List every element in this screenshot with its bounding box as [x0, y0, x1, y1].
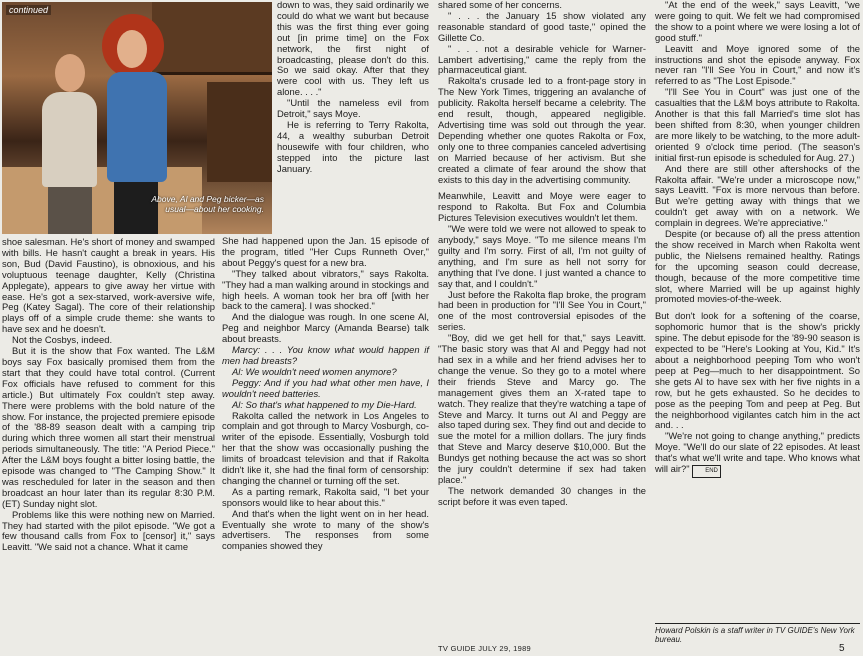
closing-quote-text: "We're not going to change anything," predicts Moye. "We'll do our slate of 22 episodes. At least that's what we'll write and tape. Who knows what will air?" [655, 430, 860, 475]
paragraph: Rakolta's crusade led to a front-page story in The New York Times, triggering an avalanche of publicity. Rakolta herself became a celebrity. The end result, though, appeared negligible. Advertising time was sold out through the year. Depending whether one quotes Rakolta or Fox, only one to three companies canceled advertising on Married because of her activism. But she created a climate of fear around the show that exists to this day in the advertising community. [438, 75, 646, 185]
paragraph: Leavitt and Moye ignored some of the instructions and shot the episode anyway. Fox never ran "I'll See You in Court," and now it's referred to as "The Lost Episode." [655, 42, 860, 87]
man-figure [42, 92, 97, 187]
man-legs-shape [48, 182, 92, 234]
man-head-shape [55, 54, 85, 92]
paragraph: " . . . the January 15 show violated any reasonable standard of good taste," opined the Gillette Co. [438, 9, 646, 43]
dialogue-line: Al: So that's what happened to my Die-Hard. [232, 398, 417, 410]
column-1 [2, 237, 215, 553]
paragraph: As a parting remark, Rakolta said, "I bet your sponsors would like to hear about this." [222, 485, 429, 508]
paragraph: Not the Cosbys, indeed. [12, 334, 113, 346]
paragraph: "I'll See You in Court" was just one of the casualties that the L&M boys attribute to Rakolta. Another is that this fall Married's time slot has been shifted from 8:30, when younger children are more likely to be watching, to the more adult-oriented 9 o'clock time period. (The season's initial first-run episode is scheduled for Aug. 27.) [655, 86, 860, 163]
paragraph: The network demanded 30 changes in the script before it was even taped. [438, 484, 646, 507]
dialogue-line: Peggy: And if you had what other men have, I wouldn't need batteries. [222, 376, 429, 399]
paragraph: Just before the Rakolta flap broke, the program had been in production for "I'll See You in Court," one of the most controversial episodes of the series. [438, 288, 646, 333]
paragraph: "We were told we were not allowed to speak to anybody," says Moye. "To me silence means I'm guilty and I'm sorry. First of all, I'm not guilty of anything, and I'm sure as hell not sorry for anything that I've done. I just wanted a chance to say that, and I couldn't." [438, 223, 646, 289]
paragraph: Despite (or because of) all the press attention the show received in March when Rakolta went public, the Nielsens remained healthy. Ratings for the upcoming season could decrease, though, because of the more competitive time slot, where Married will be up against highly promoted movies-of-the-week. [655, 228, 860, 305]
column-2-top [222, 0, 429, 175]
paragraph: "At the end of the week," says Leavitt, "we were going to quit. We felt we had compromised the show to a point where we were losing a lot of good stuff." [655, 0, 860, 43]
page-number: 5 [839, 643, 845, 654]
paragraph: He is referring to Terry Rakolta, 44, a wealthy suburban Detroit housewife with four children, who stepped into the picture last January. [277, 118, 429, 174]
paragraph: But it is the show that Fox wanted. The L&M boys say Fox basically promised them from the start that they could have total control. (Current Fox officials have refused to comment for this article.) But ultimately Fox couldn't step away. There were problems with the bold nature of the show. For instance, the projected premiere episode of the '88-89 season dealt with a camping trip during which three women all start their menstrual periods simultaneously. The title: "A Period Piece." After the L&M boys fought a bitter losing battle, the episode was changed to "The Camping Show." It was rescheduled for later in the season and then broadcast an hour later than its regular 8:30 P.M. (ET) Sunday night slot. [2, 345, 215, 509]
woman-figure [107, 72, 167, 182]
dialogue-line: Al: We wouldn't need women anymore? [232, 365, 397, 377]
column-2 [222, 236, 429, 552]
paragraph: down to was, they said ordinarily we could do what we want but because this was the first thing ever going out [in prime time] on the Fox network, the first night of broadcasting, please don't do this. So we said okay. After that they were cool with us. They left us alone. . . ." [277, 0, 429, 98]
paragraph: "Boy, did we get hell for that," says Leavitt. "The basic story was that Al and Peggy had not had sex in a while and her friend advises her to change the venue. So they go to a motel where their friends Steve and Marcy go. The management gives them an X-rated tape to watch. They realize that they're watching a tape of Steve and Marcy. It turns out Al and Peggy are also taped during sex. They find out and decide to sue the motel for a million dollars. The jury finds that Steve and Marcy deserve $10,000. But the Bundys get nothing because the act was so short the jury couldn't determine if sex had taken place." [438, 332, 646, 485]
column-2-top-inner [277, 0, 429, 175]
paragraph: Problems like this were nothing new on Married. They had started with the pilot episode. "We got a few thousand calls from Fox to [censor] it," says Leavitt. "We said not a chance. What it came [2, 508, 215, 553]
dialogue-line: Marcy: . . . You know what would happen if men had breasts? [222, 344, 429, 366]
photo-caption: Above, Al and Peg bicker—as usual—about her cooking. [151, 194, 264, 214]
paragraph: And that's when the light went on in her head. Eventually she wrote to many of the show's advertisers. The responses from some companies showed they [222, 507, 429, 552]
paragraph: But don't look for a softening of the coarse, sophomoric humor that is the show's prickly spine. The debut episode for the '89-90 season is expected to be "Here's Looking at You, Kid." It's about a neighborhood peeping Tom who won't peep at Peg—much to her disappointment. So she gets Al to have sex with her five nights in a row, but he gets exhausted. So he decides to pose as the peeping Tom and peep at Peg. But the neighborhood vigilantes catch him in the act and. . . [655, 310, 860, 431]
paragraph: Rakolta called the network in Los Angeles to complain and got through to Marcy Vosburgh, co-writer of the episode. Essentially, Vosburgh told her that the show was occasionally pushing the limits of broadcast television and that if Rakolta didn't like it, she had the final form of censorship: changing the channel or turning off the set. [222, 409, 429, 486]
paragraph: shoe salesman. He's short of money and swamped with bills. He hasn't caught a break in years. His son, Bud (David Faustino), is obnoxious, and his voluptuous teenage daughter, Kelly (Christina Applegate), appears to give away her virtue with ease. He's got a sex-starved, work-aversive wife, Peg (Katey Sagal). The core of their relationship plays off of a simple crude theme: she wants to have sex and he doesn't. [2, 236, 215, 335]
column-4 [655, 0, 860, 478]
paragraph: And there are still other aftershocks of the Rakolta affair. "We're under a microscope now," says Leavitt. "Fox is more nervous than before. But we're getting away with things that we couldn't get away with on a network. We complain in degrees. We're appreciative." [655, 162, 860, 229]
woman-head-shape [117, 30, 147, 68]
paragraph [655, 431, 860, 478]
paragraph: shared some of her concerns. [438, 0, 563, 10]
paragraph: She had happened upon the Jan. 15 episode of the program, titled "Her Cups Runneth Over," about Peggy's quest for a new bra. [222, 235, 429, 268]
paragraph: "They talked about vibrators," says Rakolta. "They had a man walking around in stockings and high heels. A woman took her bra off [with her back to the camera]. I was shocked." [222, 267, 429, 312]
continued-label: continued [6, 5, 51, 15]
paragraph: And the dialogue was rough. In one scene Al, Peg and neighbor Marcy (Amanda Bearse) talk about breasts. [222, 311, 429, 345]
author-byline: Howard Polskin is a staff writer in TV GUIDE's New York bureau. [655, 623, 860, 644]
column-3 [438, 0, 646, 508]
end-mark: END [692, 465, 721, 478]
paragraph: "Until the nameless evil from Detroit," says Moye. [277, 97, 429, 120]
paragraph: " . . . not a desirable vehicle for Warner-Lambert advertising," came the reply from the pharmaceutical giant. [438, 42, 646, 76]
paragraph: Meanwhile, Leavitt and Moye were eager to respond to Rakolta. But Fox and Columbia Pictures Television executives wouldn't let them. [438, 190, 646, 224]
page-footer: TV GUIDE JULY 29, 1989 [438, 644, 532, 653]
